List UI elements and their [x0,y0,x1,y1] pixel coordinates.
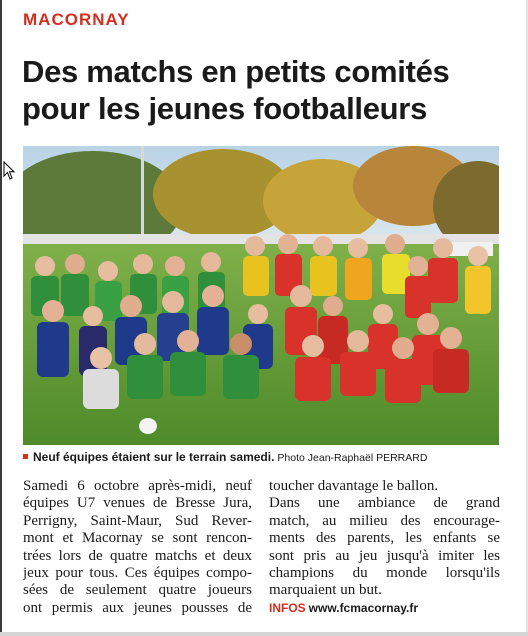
body-line: marquaient un but. [269,582,382,599]
body-line: match, au milieu des encourage- [269,512,500,529]
caption-text: Neuf équipes étaient sur le terrain samedi. [33,450,275,464]
photo-caption [23,450,503,466]
red-square-bullet-icon [23,454,28,459]
body-column-right [269,478,500,600]
body-line: sont pris au jeu jusqu'à imiter les [269,547,500,564]
body-line: Dans une ambiance de grand [269,495,500,512]
body-line: équipes U7 venues de Bresse Jura, [23,495,252,512]
body-column-left [23,478,252,617]
body-line: Perrigny, Saint-Maur, Sud Rever- [23,512,252,529]
body-line: trées lors de quatre matchs et deux [23,547,252,564]
page-frame-bottom [0,632,528,636]
body-line: toucher davantage le ballon. [269,478,439,494]
headline: Des matchs en petits comités pour les jeunes footballeurs [22,54,450,126]
body-line: mont et Macornay se sont rencon- [23,530,252,547]
photo-credit: Photo Jean-Raphaël PERRARD [277,452,428,464]
mouse-pointer-icon [3,161,17,181]
locality-label: MACORNAY [23,10,130,29]
infos-label: INFOS [269,601,306,615]
page-frame-left [0,0,2,636]
team-photo [23,146,499,445]
body-line: ont permis aux jeunes pousses de [23,599,252,616]
body-line: sées de seulement quatre joueurs [23,582,252,599]
infos-link[interactable]: www.fcmacornay.fr [308,601,419,615]
infos-line [269,601,418,615]
body-line: Samedi 6 octobre après-midi, neuf [23,478,252,494]
body-line: champions du monde lorsqu'ils [269,564,500,581]
team-photo-illustration [23,146,499,445]
body-line: ments des parents, les enfants se [269,530,500,547]
body-line: jeux pour tous. Ces équipes compo- [23,564,252,581]
